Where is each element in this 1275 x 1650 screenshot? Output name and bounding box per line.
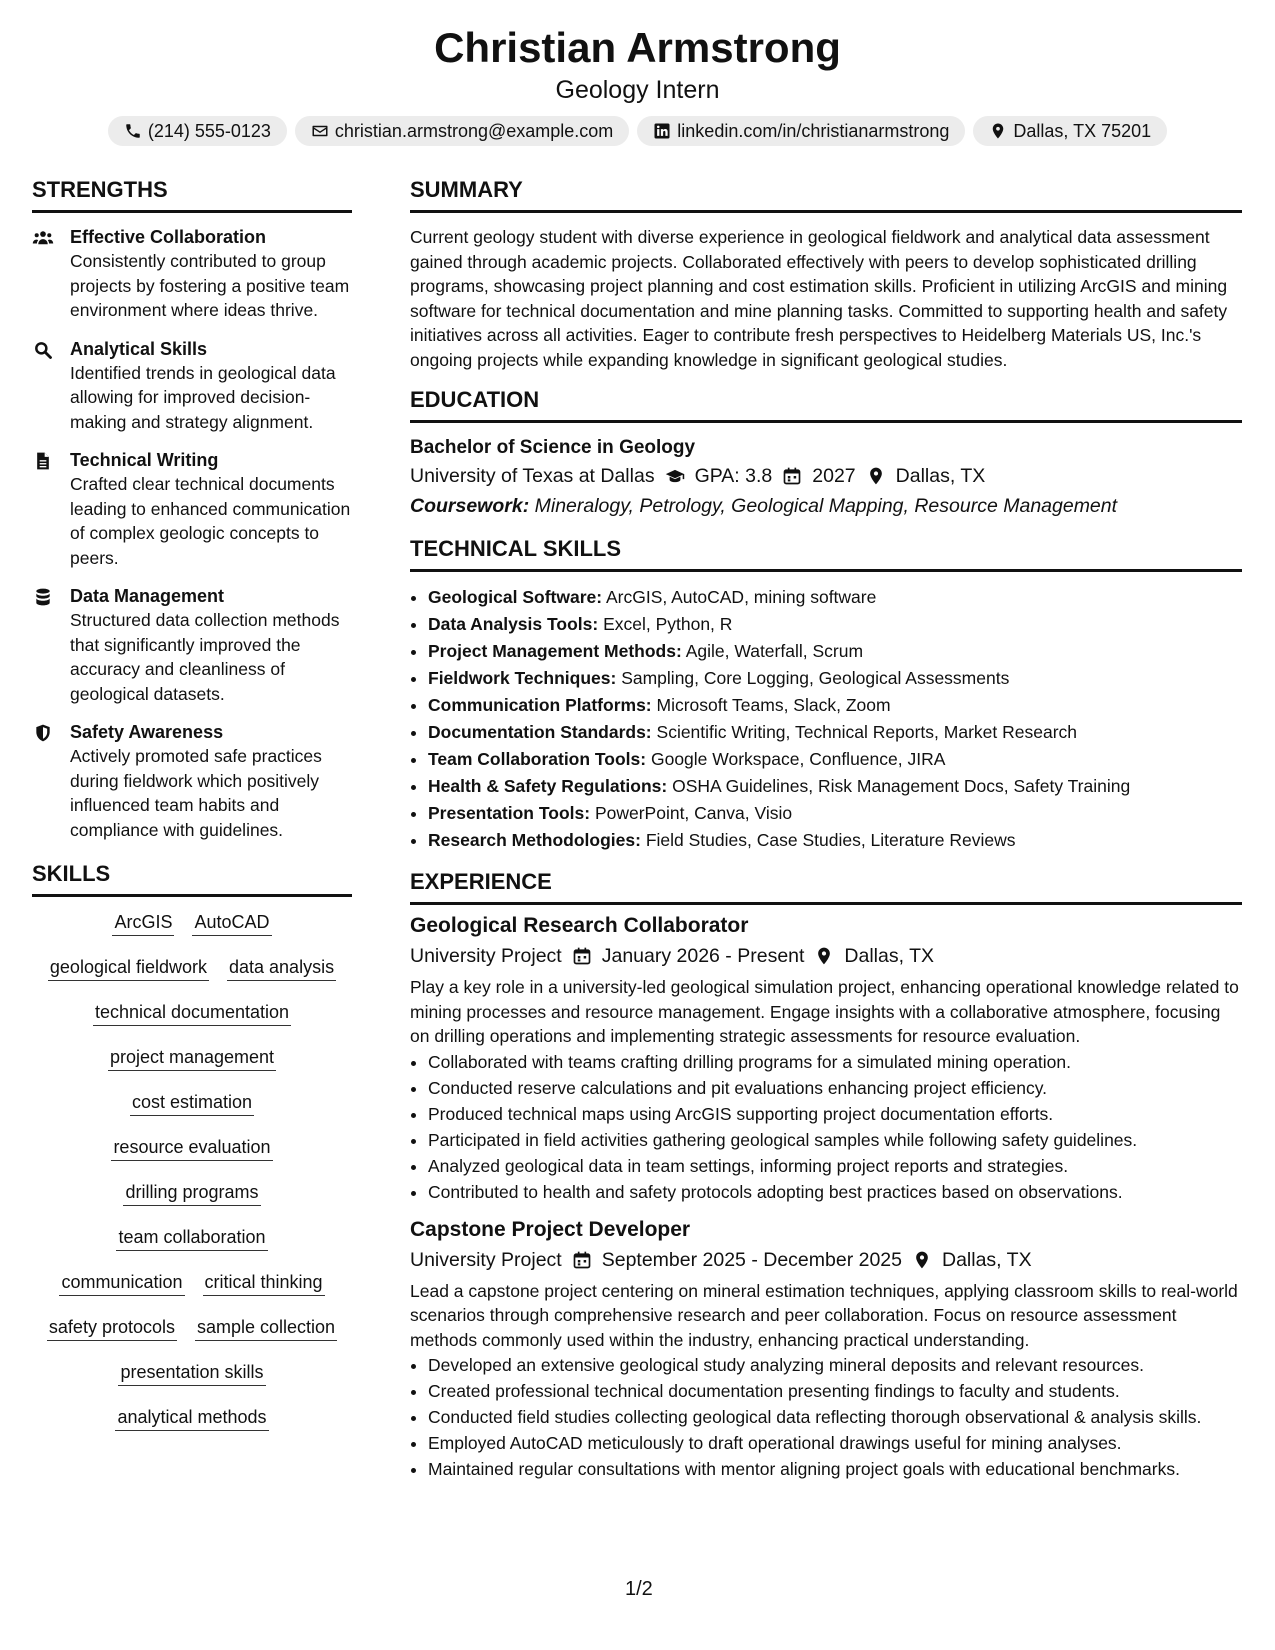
degree-title: Bachelor of Science in Geology — [410, 437, 696, 458]
contact-bar — [0, 116, 1275, 146]
job-title: Geological Research Collaborator — [410, 914, 749, 937]
skill-tag: communication — [59, 1269, 184, 1296]
list-item: • Presentation Tools: PowerPoint, Canva, Visio — [428, 800, 1242, 827]
candidate-title: Geology Intern — [555, 76, 720, 104]
strength-desc: Consistently contributed to group projects by fostering a positive team environment where ideas thrive. — [70, 251, 350, 320]
map-pin-icon — [912, 1250, 932, 1270]
job-meta — [410, 1245, 1242, 1275]
calendar-icon — [782, 466, 802, 486]
list-item: • Project Management Methods: Agile, Waterfall, Scrum — [428, 638, 1242, 665]
job-bullets — [410, 1049, 1242, 1205]
job-dates: January 2026 - Present — [601, 945, 805, 967]
map-pin-icon — [989, 122, 1007, 140]
document-icon — [32, 451, 54, 471]
education-meta — [410, 461, 1242, 491]
graduation-cap-icon — [665, 466, 685, 486]
list-item: • Conducted reserve calculations and pit evaluations enhancing project efficiency. — [428, 1075, 1242, 1101]
skill-tag: safety protocols — [47, 1314, 177, 1341]
job-entry — [410, 911, 1242, 1205]
list-item: • Employed AutoCAD meticulously to draft operational drawings useful for mining analyses. — [428, 1430, 1242, 1456]
coursework-list: Mineralogy, Petrology, Geological Mapping, Resource Management — [534, 495, 1118, 517]
contact-email[interactable] — [295, 116, 629, 146]
job-org: University Project — [410, 945, 562, 967]
skills-heading: SKILLS — [32, 860, 352, 897]
school-name: University of Texas at Dallas — [410, 465, 655, 487]
skills-section — [32, 860, 352, 1449]
skills-list — [32, 909, 352, 1449]
skill-tag: analytical methods — [115, 1404, 268, 1431]
job-entry — [410, 1215, 1242, 1483]
right-column — [410, 176, 1242, 1492]
strength-item — [32, 448, 352, 570]
strength-desc: Identified trends in geological data allowing for improved decision-making and strategy alignment. — [70, 362, 336, 432]
contact-phone-text: (214) 555-0123 — [147, 121, 271, 141]
strength-title: Safety Awareness — [70, 722, 224, 742]
strength-item — [32, 720, 352, 842]
candidate-name: Christian Armstrong — [434, 24, 841, 71]
skill-tag: drilling programs — [123, 1179, 260, 1206]
job-dates: September 2025 - December 2025 — [601, 1248, 902, 1271]
skill-tag: presentation skills — [118, 1359, 265, 1386]
list-item: • Team Collaboration Tools: Google Workspace, Confluence, JIRA — [428, 746, 1242, 773]
linkedin-icon — [653, 122, 671, 140]
list-item: • Participated in field activities gathering geological samples while following safety guidelines. — [428, 1127, 1242, 1153]
contact-location[interactable] — [973, 116, 1167, 146]
summary-heading: SUMMARY — [410, 176, 1242, 213]
contact-email-text: christian.armstrong@example.com — [334, 121, 614, 141]
coursework — [410, 491, 1242, 521]
list-item: • Data Analysis Tools: Excel, Python, R — [428, 611, 1242, 638]
job-bullets — [410, 1352, 1242, 1482]
magnifier-icon — [32, 340, 54, 360]
shield-icon — [32, 723, 54, 743]
list-item: • Produced technical maps using ArcGIS supporting project documentation efforts. — [428, 1101, 1242, 1127]
education-location: Dallas, TX — [895, 465, 986, 487]
list-item: • Created professional technical documentation presenting findings to faculty and students. — [428, 1378, 1242, 1404]
calendar-icon — [572, 1250, 592, 1270]
job-org: University Project — [410, 1248, 562, 1271]
job-location: Dallas, TX — [844, 945, 935, 967]
list-item: • Developed an extensive geological study analyzing mineral deposits and relevant resources. — [428, 1352, 1242, 1378]
gpa: GPA: 3.8 — [694, 465, 773, 487]
contact-phone[interactable] — [108, 116, 287, 146]
strength-title: Effective Collaboration — [70, 227, 267, 247]
list-item: • Communication Platforms: Microsoft Teams, Slack, Zoom — [428, 692, 1242, 719]
experience-heading: EXPERIENCE — [410, 868, 1242, 905]
contact-linkedin[interactable] — [637, 116, 965, 146]
list-item: • Health & Safety Regulations: OSHA Guidelines, Risk Management Docs, Safety Training — [428, 773, 1242, 800]
skill-tag: AutoCAD — [192, 909, 271, 936]
coursework-label: Coursework: — [410, 495, 530, 517]
map-pin-icon — [814, 946, 834, 966]
list-item: • Conducted field studies collecting geological data reflecting thorough observational & analysis skills. — [428, 1404, 1242, 1430]
strength-desc: Actively promoted safe practices during fieldwork which positively influenced team habits and compliance with guidelines. — [70, 746, 322, 840]
users-icon — [32, 228, 54, 248]
skill-tag: sample collection — [195, 1314, 337, 1341]
phone-icon — [124, 122, 142, 140]
contact-linkedin-text: linkedin.com/in/christianarmstrong — [677, 121, 950, 141]
skill-tag: cost estimation — [130, 1089, 254, 1116]
map-pin-icon — [866, 466, 886, 486]
skill-tag: critical thinking — [203, 1269, 325, 1296]
left-column — [32, 176, 352, 1449]
envelope-icon — [311, 122, 329, 140]
job-description: Lead a capstone project centering on mineral estimation techniques, applying classroom skills to real-world scenarios through comprehensive research and peer collaboration. Focus on resource assessment methods commonly used within the industry, enhancing practical understanding. — [410, 1280, 1238, 1350]
skill-tag: geological fieldwork — [48, 954, 209, 981]
strength-title: Technical Writing — [70, 450, 219, 470]
strength-item — [32, 584, 352, 706]
skill-tag: project management — [108, 1044, 276, 1071]
strength-title: Data Management — [70, 586, 225, 606]
skill-tag: ArcGIS — [112, 909, 174, 936]
list-item: • Analyzed geological data in team settings, informing project reports and strategies. — [428, 1153, 1242, 1179]
summary-text: Current geology student with diverse experience in geological fieldwork and analytical data assessment gained through academic projects. Collaborated effectively with peers to develop sophisticated drilling programs, showcasing project planning and cost estimation skills. Proficient in utilizing ArcGIS and mining software for technical documentation and mine planning tasks. Committed to supporting health and safety initiatives across all activities. Eager to contribute fresh perspectives to Heidelberg Materials US, Inc.'s ongoing projects while expanding knowledge in significant geological studies. — [410, 227, 1228, 370]
strengths-heading: STRENGTHS — [32, 176, 352, 213]
education-heading: EDUCATION — [410, 386, 1242, 423]
strength-desc: Structured data collection methods that significantly improved the accuracy and cleanliness of geological datasets. — [70, 610, 340, 704]
contact-location-text: Dallas, TX 75201 — [1013, 121, 1152, 141]
calendar-icon — [572, 946, 592, 966]
job-location: Dallas, TX — [941, 1248, 1032, 1271]
strength-item — [32, 225, 352, 323]
strength-item — [32, 337, 352, 435]
graduation-year: 2027 — [812, 465, 856, 487]
list-item: • Collaborated with teams crafting drilling programs for a simulated mining operation. — [428, 1049, 1242, 1075]
skill-tag: resource evaluation — [111, 1134, 272, 1161]
skill-tag: team collaboration — [116, 1224, 267, 1251]
list-item: • Geological Software: ArcGIS, AutoCAD, mining software — [428, 584, 1242, 611]
list-item: • Fieldwork Techniques: Sampling, Core Logging, Geological Assessments — [428, 665, 1242, 692]
technical-skills-list — [410, 584, 1242, 854]
page-number: 1/2 — [625, 1578, 653, 1600]
list-item: • Maintained regular consultations with mentor aligning project goals with educational benchmarks. — [428, 1456, 1242, 1482]
skill-tag: data analysis — [227, 954, 336, 981]
list-item: • Documentation Standards: Scientific Writing, Technical Reports, Market Research — [428, 719, 1242, 746]
database-icon — [32, 587, 54, 607]
strength-title: Analytical Skills — [70, 338, 208, 359]
resume-header — [0, 0, 1275, 146]
job-meta — [410, 941, 1242, 971]
skill-tag: technical documentation — [93, 999, 291, 1026]
job-title: Capstone Project Developer — [410, 1217, 691, 1241]
list-item: • Research Methodologies: Field Studies, Case Studies, Literature Reviews — [428, 827, 1242, 854]
job-description: Play a key role in a university-led geological simulation project, enhancing operational knowledge related to mining processes and resource management. Engage insights with a collaborative atmosphere, focusing on drilling operations and implementing strategic assessments for resource evaluation. — [410, 977, 1239, 1046]
strength-desc: Crafted clear technical documents leading to enhanced communication of complex geologic concepts to peers. — [70, 474, 351, 568]
list-item: • Contributed to health and safety protocols adopting best practices based on observations. — [428, 1179, 1242, 1205]
technical-skills-heading: TECHNICAL SKILLS — [410, 535, 1242, 572]
